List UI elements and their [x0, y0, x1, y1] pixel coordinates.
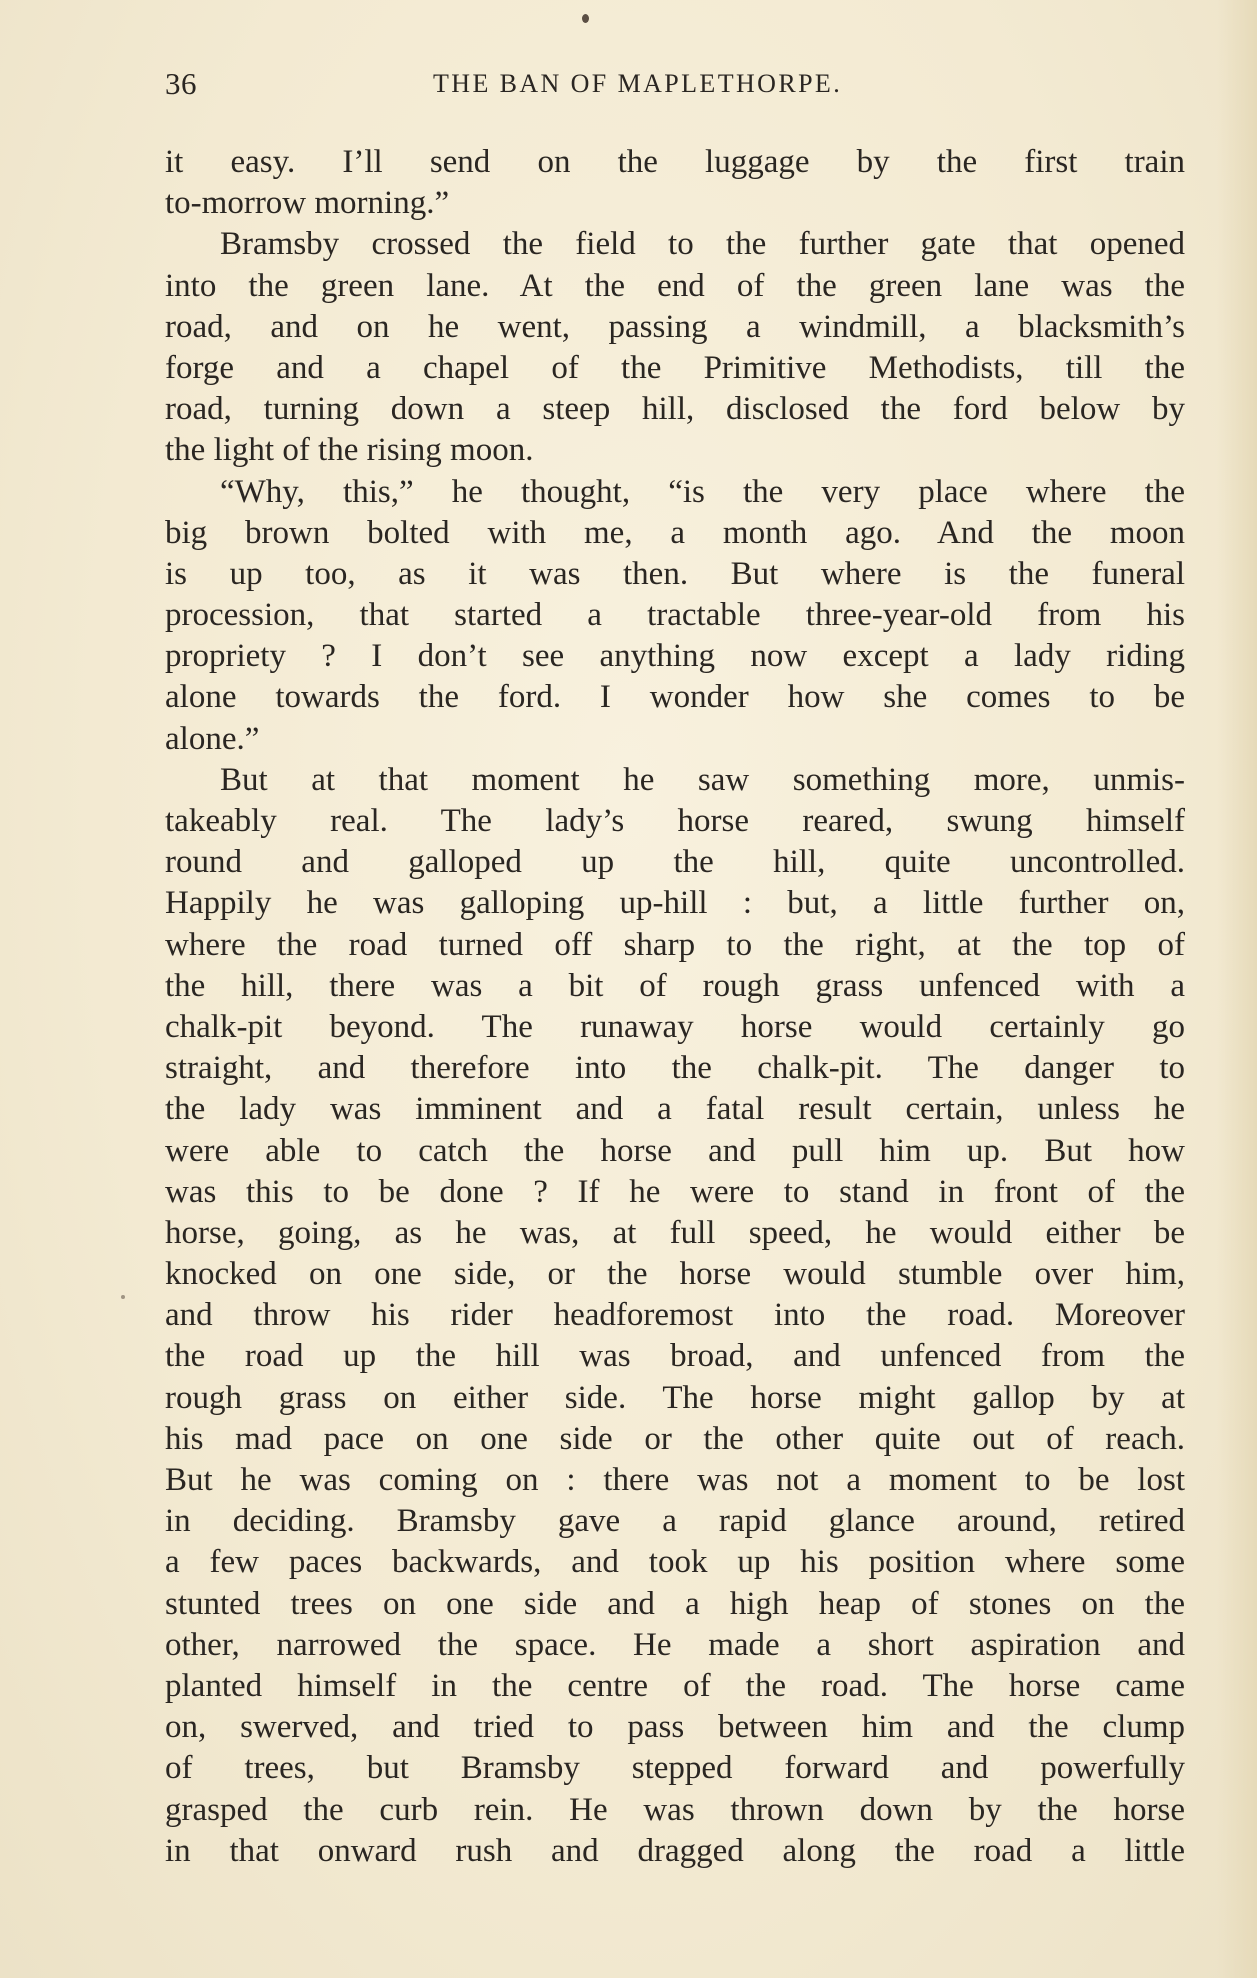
text-line: other, narrowed the space. He made a short aspiration and: [165, 1626, 1185, 1663]
text-line: procession, that started a tractable three-year-old from his: [165, 597, 1185, 634]
text-line: where the road turned off sharp to the right, at the top of: [165, 926, 1185, 963]
text-line: the road up the hill was broad, and unfenced from the: [165, 1338, 1185, 1375]
text-line: were able to catch the horse and pull him up. But how: [165, 1132, 1185, 1169]
text-line: road, and on he went, passing a windmill, a blacksmith’s: [165, 308, 1185, 345]
ink-speck: [121, 1295, 125, 1299]
text-line: it easy. I’ll send on the luggage by the first train: [165, 144, 1185, 180]
text-line: into the green lane. At the end of the green lane was the: [165, 267, 1185, 304]
text-line: alone towards the ford. I wonder how she comes to be: [165, 679, 1185, 716]
text-line: planted himself in the centre of the road. The horse came: [165, 1667, 1185, 1704]
text-line: chalk-pit beyond. The runaway horse would certainly go: [165, 1008, 1185, 1045]
text-line: big brown bolted with me, a month ago. And the moon: [165, 514, 1185, 551]
text-line: his mad pace on one side or the other quite out of reach.: [165, 1420, 1185, 1457]
ink-speck: [582, 14, 589, 23]
text-line: road, turning down a steep hill, disclosed the ford below by: [165, 391, 1185, 428]
text-line: takeably real. The lady’s horse reared, swung himself: [165, 803, 1185, 839]
text-line: Happily he was galloping up-hill : but, a little further on,: [165, 885, 1185, 922]
text-line: on, swerved, and tried to pass between him and the clump: [165, 1709, 1185, 1746]
text-line: grasped the curb rein. He was thrown down by the horse: [165, 1791, 1185, 1828]
text-line: rough grass on either side. The horse might gallop by at: [165, 1379, 1185, 1416]
text-line: forge and a chapel of the Primitive Methodists, till the: [165, 349, 1185, 386]
body-text: [165, 142, 1185, 1872]
text-line: the light of the rising moon.: [165, 432, 534, 469]
text-line: a few paces backwards, and took up his position where some: [165, 1544, 1185, 1581]
page-header: [165, 66, 1185, 110]
text-line: and throw his rider headforemost into the road. Moreover: [165, 1297, 1185, 1334]
text-line: stunted trees on one side and a high heap of stones on the: [165, 1585, 1185, 1622]
text-line: the lady was imminent and a fatal result certain, unless he: [165, 1091, 1185, 1128]
text-line: knocked on one side, or the horse would stumble over him,: [165, 1256, 1185, 1293]
text-line: is up too, as it was then. But where is the funeral: [165, 555, 1185, 592]
page-edge-shading: [1217, 0, 1257, 1978]
page-number: 36: [165, 66, 197, 101]
text-line: in that onward rush and dragged along the road a little: [165, 1832, 1185, 1869]
text-line: horse, going, as he was, at full speed, he would either be: [165, 1214, 1185, 1251]
text-line: the hill, there was a bit of rough grass unfenced with a: [165, 967, 1185, 1004]
text-line: But he was coming on : there was not a moment to be lost: [165, 1462, 1185, 1498]
text-line: straight, and therefore into the chalk-pit. The danger to: [165, 1050, 1185, 1087]
text-line: in deciding. Bramsby gave a rapid glance around, retired: [165, 1503, 1185, 1540]
text-line: But at that moment he saw something more, unmis-: [220, 761, 1185, 798]
text-line: Bramsby crossed the field to the further gate that opened: [220, 226, 1185, 263]
text-line: alone.”: [165, 720, 260, 757]
running-head: THE BAN OF MAPLETHORPE.: [433, 69, 843, 98]
text-line: was this to be done ? If he were to stand in front of the: [165, 1173, 1185, 1210]
text-line: of trees, but Bramsby stepped forward and powerfully: [165, 1750, 1185, 1787]
text-line: to-morrow morning.”: [165, 185, 450, 222]
text-line: propriety ? I don’t see anything now except a lady riding: [165, 638, 1185, 675]
text-line: “Why, this,” he thought, “is the very place where the: [220, 473, 1185, 510]
text-line: round and galloped up the hill, quite uncontrolled.: [165, 844, 1185, 881]
